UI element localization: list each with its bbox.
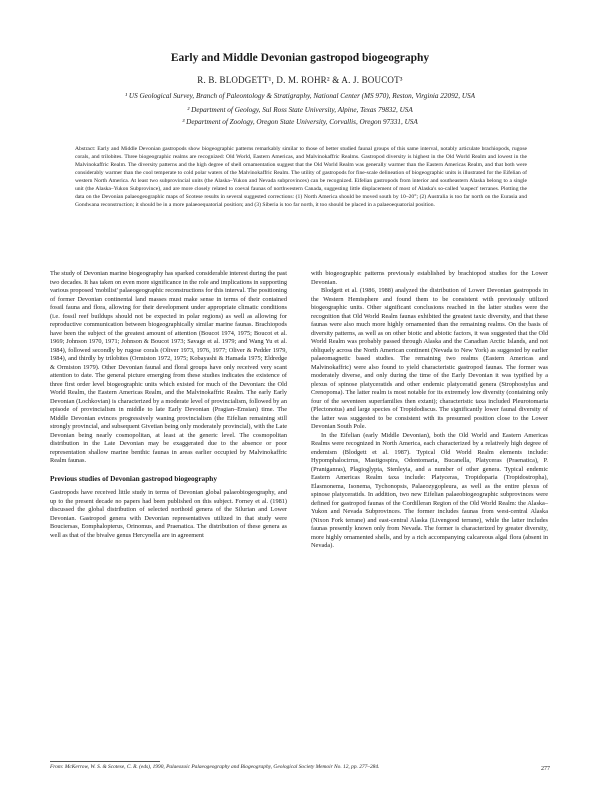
- right-paragraph-1: with biogeographic patterns previously established by brachiopod studies for the Lower Devonian.: [311, 270, 548, 286]
- paper-title: Early and Middle Devonian gastropod biogeography: [170, 52, 430, 64]
- affiliation-3: ³ Department of Zoology, Oregon State University, Corvallis, Oregon 97331, USA: [182, 118, 418, 126]
- section-heading: Previous studies of Devonian gastropod biogeography: [50, 473, 217, 483]
- abstract: [75, 145, 527, 209]
- right-paragraph-3: In the Eifelian (early Middle Devonian), both the Old World and Eastern Americas Realms were recognized in North America, each characterized by a relatively high degree of endemism (Blodgett et al. 1987). Typical Old World Realm elements include: Hypomphalocirrus, Mastigospira, Odontomaria, Bucanella, Platyceras (Praenatica), P. (Praniganras), Plagioglypta, Stenleyia, and a number of other genera. Typical endemic Eastern Americas Realm taxa include: Platyceras, Tropidoparia (Tropidostropha), Elasmonema, Isonema, Tychonopsis, Palaeozygopleura, as well as the entire plexus of spinose platyceratids. In addition, two new Eifelian palaeobiogeographic subprovinces were defined for gastropod faunas of the Cordilleran Region of the Old World Realm: the Alaska–Yukon and Nevada Subprovinces. The former includes faunas from west-central Alaska (Nixon Fork terrane) and east-central Alaska (Livengood terrane), while the latter includes faunas presently known only from Nevada. The former is characterized by greater diversity, more highly ornamented shells, and by a rich accompanying calcareous algal flora (absent in Nevada).: [311, 431, 548, 549]
- citation-footnote: From: McKerrow, W. S. & Scotese, C. R. (eds), 1990, Palaeozoic Palaeogeography and Biogeography, Geological Society Memoir No. 12, pp. 277–284.: [50, 764, 380, 770]
- left-column: [50, 270, 287, 540]
- authors: R. B. BLODGETT¹, D. M. ROHR² & A. J. BOUCOT³: [197, 75, 403, 85]
- affiliation-2: ² Department of Geology, Sul Ross State University, Alpine, Texas 79832, USA: [187, 106, 413, 114]
- right-paragraph-2: Blodgett et al. (1986, 1988) analyzed the distribution of Lower Devonian gastropods in the Western Hemisphere and found them to be consistent with previously utilized biogeographic units. Other significant conclusions reached in the latter studies were the recognition that Old World Realm faunas exhibited the greatest taxic diversity, and that these faunas were also much more highly ornamented than the remaining realms. On the basis of diversity patterns, as well as on other biotic and abiotic factors, it was suggested that the Old World Realm was probably passed through Alaska and the Canadian Arctic Islands, and not obliquely across the North American continent (Nevada to New York) as suggested by earlier palaeomagnetic based studies. The remaining two realms (Eastern Americas and Malvinokaffric) were also found to yield characteristic gastropod faunas. The former was moderately diverse, and only during the time of the Early Devonian it was typified by a plexus of spinose platyceratids and other endemic platyceratid genera (Strophostylus and Crenopoma). The latter realm is most notable for its extremely low diversity (containing only four of the seventeen superfamilies then extant); characteristic taxa included Pleurotomaria (Plectonotus) and large species of Tropidodiscus. The significantly lower faunal diversity of the latter was suggested to be consistent with its presumed position close to the Lower Devonian South Pole.: [311, 287, 548, 430]
- footnote-rule: [50, 761, 160, 762]
- page-number: 277: [541, 766, 550, 772]
- previous-studies-paragraph: Gastropods have received little study in terms of Devonian global palaeobiogeography, and up to the present decade no papers had been published on this subject. Forney et al. (1981) discussed the global distribution of selected northoid genera of the Silurian and Lower Devonian. Gastropod genera with Devonian representatives utilized in that study were Bouciersas, Eomphalopterus, Orinomus, and Praenatica. The distribution of these genera as well as that of the bivalve genus Hercynella are in agreement: [50, 489, 287, 539]
- abstract-text: Early and Middle Devonian gastropods show biogeographic patterns remarkably similar to those of better studied faunal groups of this same interval, notably articulate brachiopods, rugose corals, and trilobites. Three biogeographic realms are recognized: Old World, Eastern Americas, and Malvinokaffric Realms. Gastropod diversity is highest in the Old World Realm and lowest in the Malvinokaffric Realm. The diversity patterns and the high degree of shell ornamentation suggest that the Old World Realm was generally warmer than the Eastern Americas Realm, and that both were considerably warmer than the cool temperate to cold polar waters of the Malvinokaffric Realm. The utility of gastropods for fine-scale delineation of biogeographic units is illustrated for the Eifelian of western North America. At least two subprovincial units (the Alaska–Yukon and Nevada subprovinces) can be recognized. Eifelian gastropods from interior and southeastern Alaska belong to a single unit (the Alaska–Yukon Subprovince), and are more closely related to coeval faunas of northwestern Canada, suggesting little displacement of most of Alaska's so-called 'suspect' terranes. Plotting the data on the Devonian palaeogeographic maps of Scotese results in several suggested corrections: (1) North America should be moved south by 10–20°; (2) Australia is too far north on the Eurasia and Gondwana reconstruction; it should be in a more palaeoequatorial position; and (3) Siberia is too far north, it too should be placed in a palaeoequatorial position.: [75, 146, 527, 209]
- intro-paragraph: The study of Devonian marine biogeography has sparked considerable interest during the past two decades. It has taken on even more significance in the role and implications in supporting various proposed 'mobilist' palaeogeographic reconstructions for this interval. The positioning of former Devonian continental land masses must make sense in terms of their contained fossil fauna and flora, allowing for their development under appropriate climatic conditions (i.e. fossil reef buildups should not be expected in polar regions) as well as allowing for reproductive communication between biogeographically similar marine faunas. Brachiopods have been the subject of the greatest amount of attention (Boucot 1974, 1975; Boucot et al. 1969; Johnson 1970, 1971; Johnson & Boucot 1973; Savage et al. 1979; and Wang Yu et al. 1984), followed secondly by rugose corals (Oliver 1973, 1976, 1977; Oliver & Pedder 1979, 1984), and thirdly by trilobites (Ormiston 1972, 1975; Kobayashi & Hamada 1975; Eldredge & Ormiston 1979). Other Devonian faunal and floral groups have only received very scant attention to date. The general picture emerging from these studies indicates the existence of three first order level biogeographic units which existed for much of the Devonian: the Old World Realm, the Eastern Americas Realm, and the Malvinokaffric Realm. The early Early Devonian (Lochkovian) is characterized by a moderate level of provincialism, followed by an episode of provincialism in middle to late Early Devonian (Pragian–Emsian) time. The Middle Devonian evinces progressively waning provincialism (the Eifelian remaining still strongly provincial, and subsequent Givetian being only moderately provincial), with the Late Devonian being nearly cosmopolitan, at least at the generic level. The cosmopolitan distribution in the Late Devonian may be exaggerated due to the absence or poor representation shallow marine benthic faunas in areas earlier occupied by Malvinokaffric Realm faunas.: [50, 270, 287, 464]
- abstract-label: Abstract:: [75, 146, 96, 152]
- affiliation-1: ¹ US Geological Survey, Branch of Paleontology & Stratigraphy, National Center (MS 970), Reston, Virginia 22092, USA: [124, 92, 476, 100]
- right-column: [311, 270, 548, 551]
